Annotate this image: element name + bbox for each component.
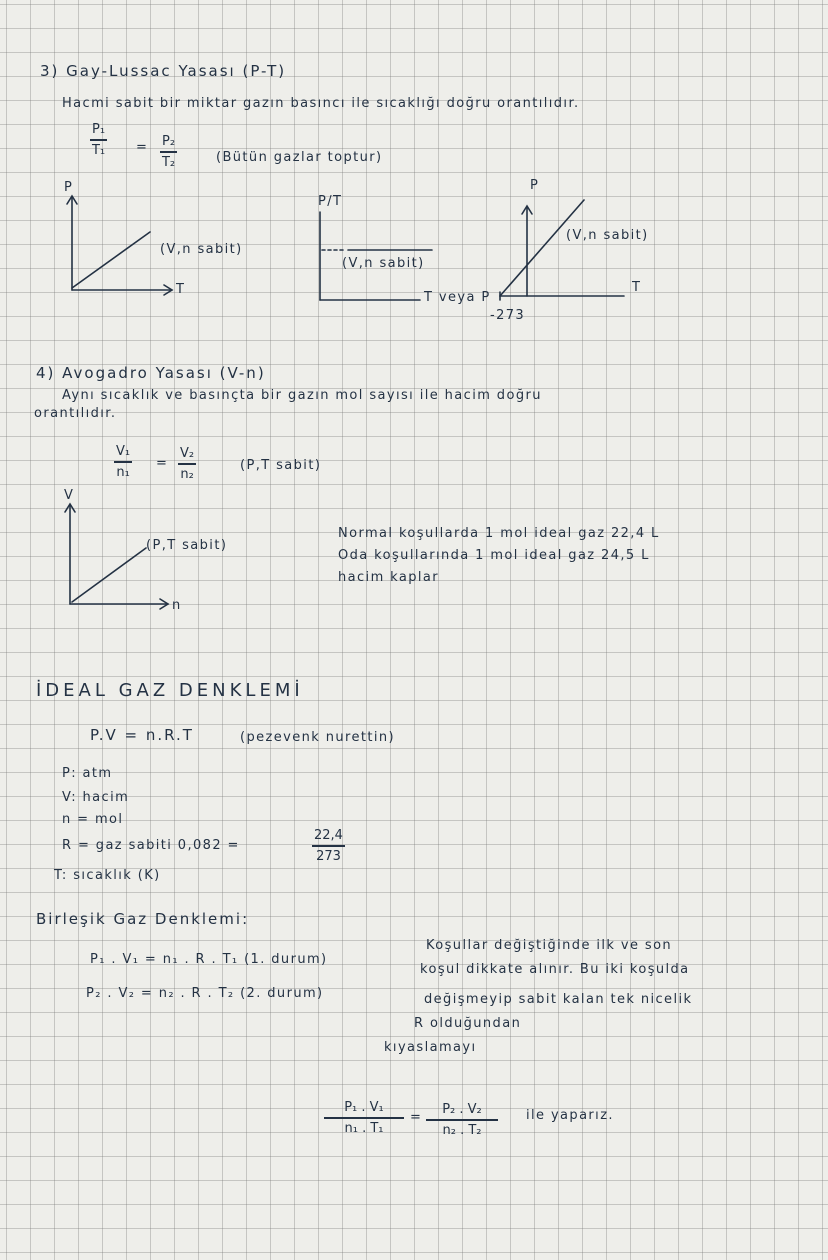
section4-heading: 4) Avogadro Yasası (V-n) [36, 364, 266, 382]
equals-sign: = [156, 456, 169, 471]
graph3-condition: (V,n sabit) [566, 228, 649, 243]
combined-tail-text: ile yaparız. [526, 1108, 614, 1123]
combined-note-line2: koşul dikkate alınır. Bu iki koşulda [420, 962, 690, 977]
combined-eq1: P₁ . V₁ = n₁ . R . T₁ (1. durum) [90, 952, 328, 967]
fraction-denominator: n₁ . T₁ [344, 1120, 384, 1136]
graph1-sketch [67, 196, 172, 295]
fraction-numerator: P₁ [92, 122, 106, 137]
fraction-denominator: T₁ [91, 142, 106, 158]
variable-v: V: hacim [62, 790, 130, 805]
section4-line2: orantılıdır. [34, 406, 117, 421]
combined-note-line5: kıyaslamayı [384, 1040, 477, 1055]
graph1-line [72, 232, 150, 288]
variable-r: R = gaz sabiti 0,082 = [62, 838, 240, 853]
fraction-numerator: P₂ . V₂ [442, 1102, 482, 1117]
fraction-numerator: P₁ . V₁ [344, 1100, 384, 1115]
combined-eq2: P₂ . V₂ = n₂ . R . T₂ (2. durum) [86, 986, 324, 1001]
variable-t: T: sıcaklık (K) [54, 868, 161, 883]
graph3-line [500, 200, 584, 296]
normal-conditions-note: Normal koşullarda 1 mol ideal gaz 22,4 L [338, 526, 660, 541]
ideal-gas-mnemonic: (pezevenk nurettin) [240, 730, 395, 745]
graph3-intercept-label: -273 [490, 308, 526, 323]
combined-note-line4: R olduğundan [414, 1016, 522, 1031]
equals-sign: = [136, 140, 149, 155]
graph1-x-label: T [176, 282, 186, 297]
variable-n: n = mol [62, 812, 124, 827]
section3-note: (Bütün gazlar toptur) [216, 150, 383, 165]
fraction-numerator: V₂ [180, 446, 195, 461]
fraction-denominator: n₂ . T₂ [442, 1122, 482, 1138]
fraction-denominator: T₂ [161, 154, 176, 170]
graph3-y-label: P [530, 178, 540, 193]
graph2-sketch [320, 212, 432, 300]
fraction-denominator: 273 [316, 848, 341, 864]
ideal-gas-heading: İDEAL GAZ DENKLEMİ [36, 680, 304, 701]
graph2-x-label: T veya P [424, 290, 491, 305]
fraction-denominator: n₁ [116, 464, 130, 480]
room-conditions-note: Oda koşullarında 1 mol ideal gaz 24,5 L [338, 548, 650, 563]
volume-note: hacim kaplar [338, 570, 440, 585]
section4-line1: Aynı sıcaklık ve basınçta bir gazın mol sayısı ile hacim doğru [62, 388, 542, 403]
graph3-sketch [500, 200, 624, 300]
fraction-numerator: V₁ [116, 444, 131, 459]
combined-note-line1: Koşullar değiştiğinde ilk ve son [426, 938, 673, 953]
fraction-numerator: P₂ [162, 134, 176, 149]
graph1-condition: (V,n sabit) [160, 242, 243, 257]
combined-note-line3: değişmeyip sabit kalan tek nicelik [424, 992, 693, 1007]
graph2-condition: (V,n sabit) [342, 256, 425, 271]
graph4-x-label: n [172, 598, 182, 613]
graph2-y-label: P/T [318, 194, 343, 209]
graph4-y-label: V [64, 488, 75, 503]
section3-heading: 3) Gay-Lussac Yasası (P-T) [40, 62, 287, 80]
fraction-denominator: n₂ [180, 466, 194, 482]
graph1-y-label: P [64, 180, 74, 195]
section3-line1: Hacmi sabit bir miktar gazın basıncı ile sıcaklığı doğru orantılıdır. [62, 96, 580, 111]
graph3-x-label: T [632, 280, 642, 295]
fraction-numerator: 22,4 [314, 828, 343, 843]
equals-sign: = [410, 1110, 423, 1125]
section4-note: (P,T sabit) [240, 458, 322, 473]
graph4-condition: (P,T sabit) [146, 538, 228, 553]
graph4-line [72, 548, 146, 602]
ideal-gas-equation: P.V = n.R.T [90, 726, 194, 744]
combined-gas-heading: Birleşik Gaz Denklemi: [36, 910, 250, 928]
variable-p: P: atm [62, 766, 113, 781]
graph4-sketch [65, 504, 168, 609]
